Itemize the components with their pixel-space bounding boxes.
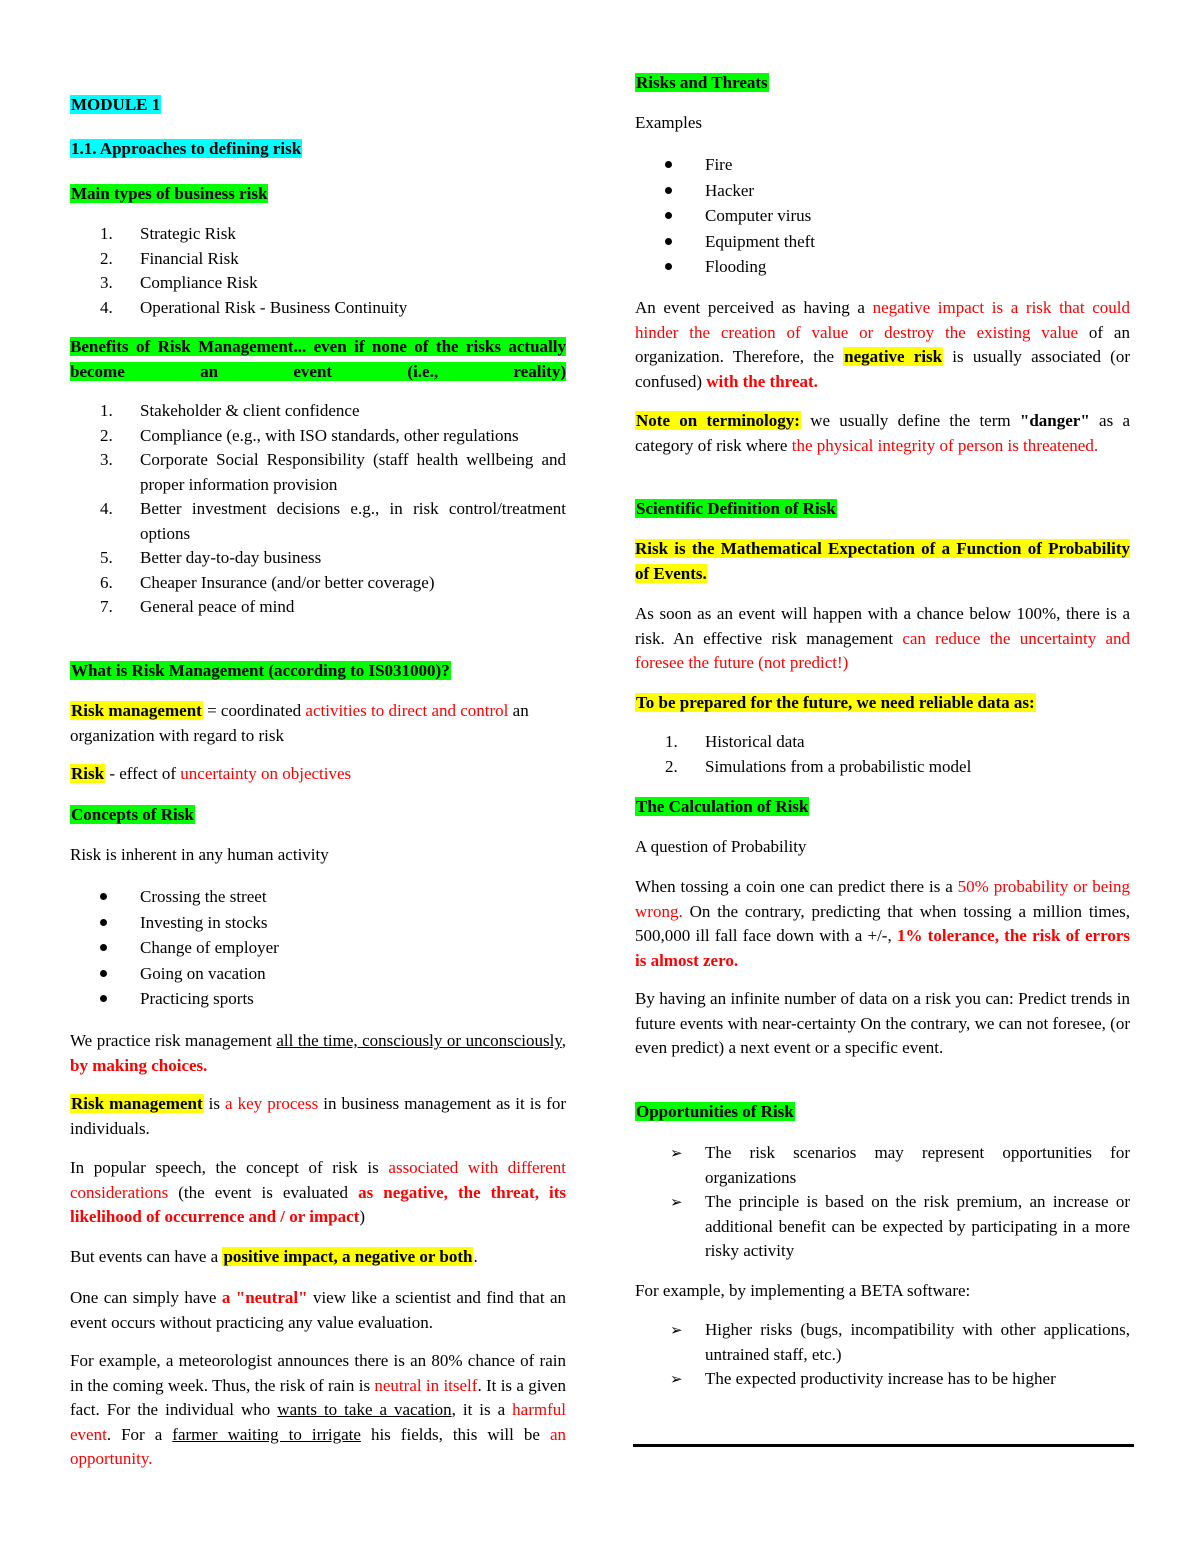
- list-item: 7. General peace of mind: [100, 597, 295, 616]
- bullet-icon: [100, 893, 107, 900]
- types-heading: Main types of business risk: [71, 184, 268, 203]
- list-item: 1. Historical data: [665, 732, 805, 751]
- list-item: 2. Simulations from a probabilistic model: [665, 756, 972, 776]
- list-item: ➢ The expected productivity increase has to be higher: [635, 1367, 1130, 1392]
- bullet-icon: [665, 161, 672, 168]
- list-item: Practicing sports: [70, 986, 566, 1012]
- scientific-heading: Scientific Definition of Risk: [636, 499, 836, 518]
- bullet-icon: [100, 919, 107, 926]
- bullet-icon: [100, 970, 107, 977]
- section-heading: 1.1. Approaches to defining risk: [71, 139, 302, 158]
- bullet-icon: [100, 995, 107, 1002]
- bottom-divider: [633, 1444, 1134, 1447]
- key-process-paragraph: Risk management is a key process in business management as it is for individuals.: [70, 1094, 566, 1138]
- list-item: 2. Compliance (e.g., with ISO standards, other regulations: [100, 425, 519, 445]
- list-item: Fire: [635, 152, 1130, 178]
- as-soon-paragraph: As soon as an event will happen with a chance below 100%, there is a risk. An effective risk management can reduce the uncertainty and foresee the future (not predict!): [635, 604, 1130, 672]
- list-item: ➢ The risk scenarios may represent opportunities for organizations: [670, 1143, 1130, 1187]
- terminology-note: Note on terminology: we usually define the term "danger" as a category of risk where the physical integrity of person is threatened.: [635, 411, 1131, 455]
- list-item: Change of employer: [70, 935, 566, 961]
- prepared-heading: To be prepared for the future, we need reliable data as:: [636, 693, 1035, 712]
- list-item: ➢ Higher risks (bugs, incompatibility with other applications, untrained staff, etc.): [670, 1320, 1130, 1364]
- opportunities-list: [635, 1141, 1130, 1264]
- list-item: 6. Cheaper Insurance (and/or better coverage): [100, 572, 435, 592]
- list-item: 5. Better day-to-day business: [100, 548, 322, 567]
- beta-list: [635, 1318, 1130, 1392]
- list-item: Crossing the street: [70, 884, 566, 910]
- risk-management-definition: Risk management = coordinated activities to direct and control an organization with regard to risk: [70, 701, 529, 745]
- benefits-list: [70, 399, 566, 620]
- meteorologist-paragraph: For example, a meteorologist announces there is an 80% chance of rain in the coming week. Thus, the risk of rain is neutral in itself. It is a given fact. For the individual who wants to take a vacation, it is a harmful event. For a farmer waiting to irrigate his fields, this will be an opportunity.: [70, 1351, 566, 1468]
- examples-list: [635, 152, 1130, 280]
- list-item: Computer virus: [635, 203, 1130, 229]
- examples-label: Examples: [635, 113, 703, 132]
- list-item: 3. Corporate Social Responsibility (staff health wellbeing and proper information provision: [100, 450, 566, 494]
- list-item: 1. Stakeholder & client confidence: [100, 401, 360, 420]
- bullet-icon: [665, 212, 672, 219]
- list-item: ➢ The principle is based on the risk premium, an increase or additional benefit can be expected by participating in a more risky activity: [670, 1192, 1130, 1260]
- risk-types-list: [70, 222, 566, 320]
- inherent-text: Risk is inherent in any human activity: [70, 845, 329, 864]
- arrow-bullet-icon: ➢: [670, 1144, 683, 1162]
- arrow-bullet-icon: ➢: [670, 1193, 683, 1211]
- list-item: Investing in stocks: [70, 910, 566, 936]
- list-item: 1. Strategic Risk: [100, 224, 236, 243]
- list-item: Equipment theft: [635, 229, 1130, 255]
- perceived-paragraph: An event perceived as having a negative impact is a risk that could hinder the creation of value or destroy the existing value of an organization. Therefore, the negative risk is usually associated (or confused) with the threat.: [635, 298, 1130, 391]
- list-item: Hacker: [635, 178, 1130, 204]
- module-title: MODULE 1: [71, 95, 161, 114]
- opportunities-heading: Opportunities of Risk: [636, 1102, 794, 1121]
- arrow-bullet-icon: ➢: [670, 1370, 683, 1388]
- threats-heading: Risks and Threats: [636, 73, 768, 92]
- bullet-icon: [665, 263, 672, 270]
- benefits-heading: Benefits of Risk Management... even if none of the risks actually become an event (i.e., reality): [70, 337, 566, 381]
- activities-list: [70, 884, 566, 1012]
- list-item: Going on vacation: [70, 961, 566, 987]
- list-item: 4. Operational Risk - Business Continuity: [100, 297, 408, 317]
- what-is-heading: What is Risk Management (according to IS031000)?: [71, 661, 450, 680]
- risk-definition: Risk - effect of uncertainty on objectives: [71, 764, 352, 783]
- scientific-definition: Risk is the Mathematical Expectation of a Function of Probability of Events.: [635, 539, 1130, 583]
- arrow-bullet-icon: ➢: [670, 1321, 683, 1339]
- list-item: Flooding: [635, 254, 1130, 280]
- popular-speech-paragraph: In popular speech, the concept of risk is associated with different considerations (the event is evaluated as negative, the threat, its likelihood of occurrence and / or impact): [70, 1158, 566, 1226]
- bullet-icon: [665, 187, 672, 194]
- beta-example: For example, by implementing a BETA software:: [635, 1281, 971, 1300]
- concepts-heading: Concepts of Risk: [71, 805, 194, 824]
- events-paragraph: But events can have a positive impact, a negative or both.: [70, 1247, 478, 1266]
- infinite-data-paragraph: By having an infinite number of data on a risk you can: Predict trends in future events with near-certainty On the contrary, we can not foresee, (or even predict) a next event or a specific event.: [635, 989, 1130, 1057]
- list-item: 2. Financial Risk: [100, 248, 239, 268]
- list-item: 3. Compliance Risk: [100, 273, 258, 292]
- data-list: [635, 730, 1130, 779]
- calculation-heading: The Calculation of Risk: [636, 797, 809, 816]
- tossing-paragraph: When tossing a coin one can predict there is a 50% probability or being wrong. On the contrary, predicting that when tossing a million times, 500,000 ill fall face down with a +/-, 1% tolerance, the risk of errors is almost zero.: [635, 877, 1131, 970]
- bullet-icon: [665, 238, 672, 245]
- practice-paragraph: We practice risk management all the time, consciously or unconsciously, by making choices.: [70, 1031, 566, 1075]
- bullet-icon: [100, 944, 107, 951]
- probability-question: A question of Probability: [635, 837, 807, 856]
- neutral-paragraph: One can simply have a "neutral" view like a scientist and find that an event occurs without practicing any value evaluation.: [70, 1288, 567, 1332]
- list-item: 4. Better investment decisions e.g., in risk control/treatment options: [100, 499, 566, 543]
